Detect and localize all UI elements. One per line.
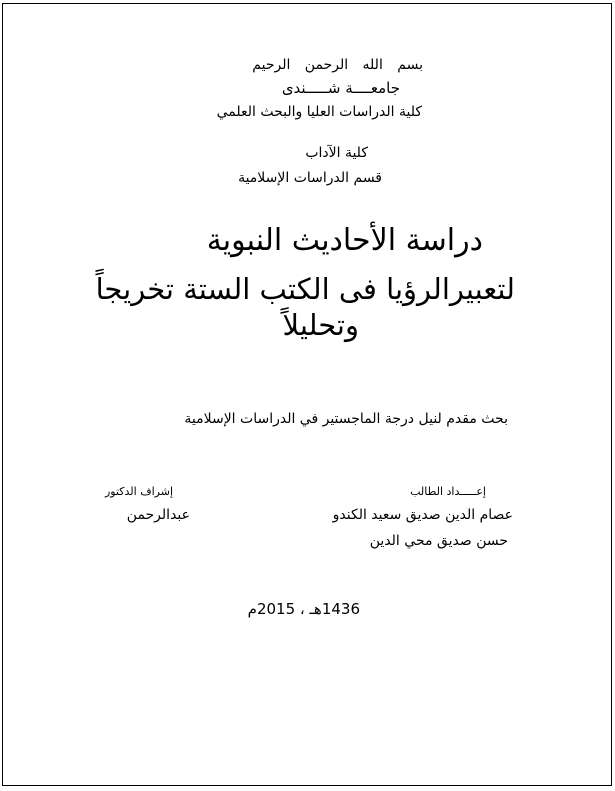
supervisor-name: عبدالرحمن [126, 507, 190, 523]
student-name-1: عصام الدين صديق سعيد الكندو [332, 507, 513, 523]
faculty-name: كلية الآداب [305, 145, 368, 161]
thesis-title-line-1: دراسة الأحاديث النبوية [206, 223, 483, 258]
department-name: قسم الدراسات الإسلامية [238, 170, 382, 186]
degree-statement: بحث مقدم لنيل درجة الماجستير في الدراسات الإسلامية [184, 411, 508, 427]
thesis-title-line-3: وتحليلاً [282, 308, 359, 342]
university-name: جامعــــة شـــــندى [281, 79, 400, 97]
student-name-2: حسن صديق محي الدين [369, 533, 508, 549]
thesis-title-line-2: لتعبيرالرؤيا فى الكتب الستة تخريجاً [95, 272, 515, 306]
page-border [2, 3, 612, 786]
date: 1436هـ ، 2015م [247, 600, 360, 618]
graduate-college-name: كلية الدراسات العليا والبحث العلمي [216, 104, 422, 120]
basmala: بسم الله الرحمن الرحيم [252, 57, 423, 73]
supervisor-label: إشراف الدكتور [104, 485, 173, 498]
students-label: إعـــــداد الطالب [410, 485, 486, 498]
